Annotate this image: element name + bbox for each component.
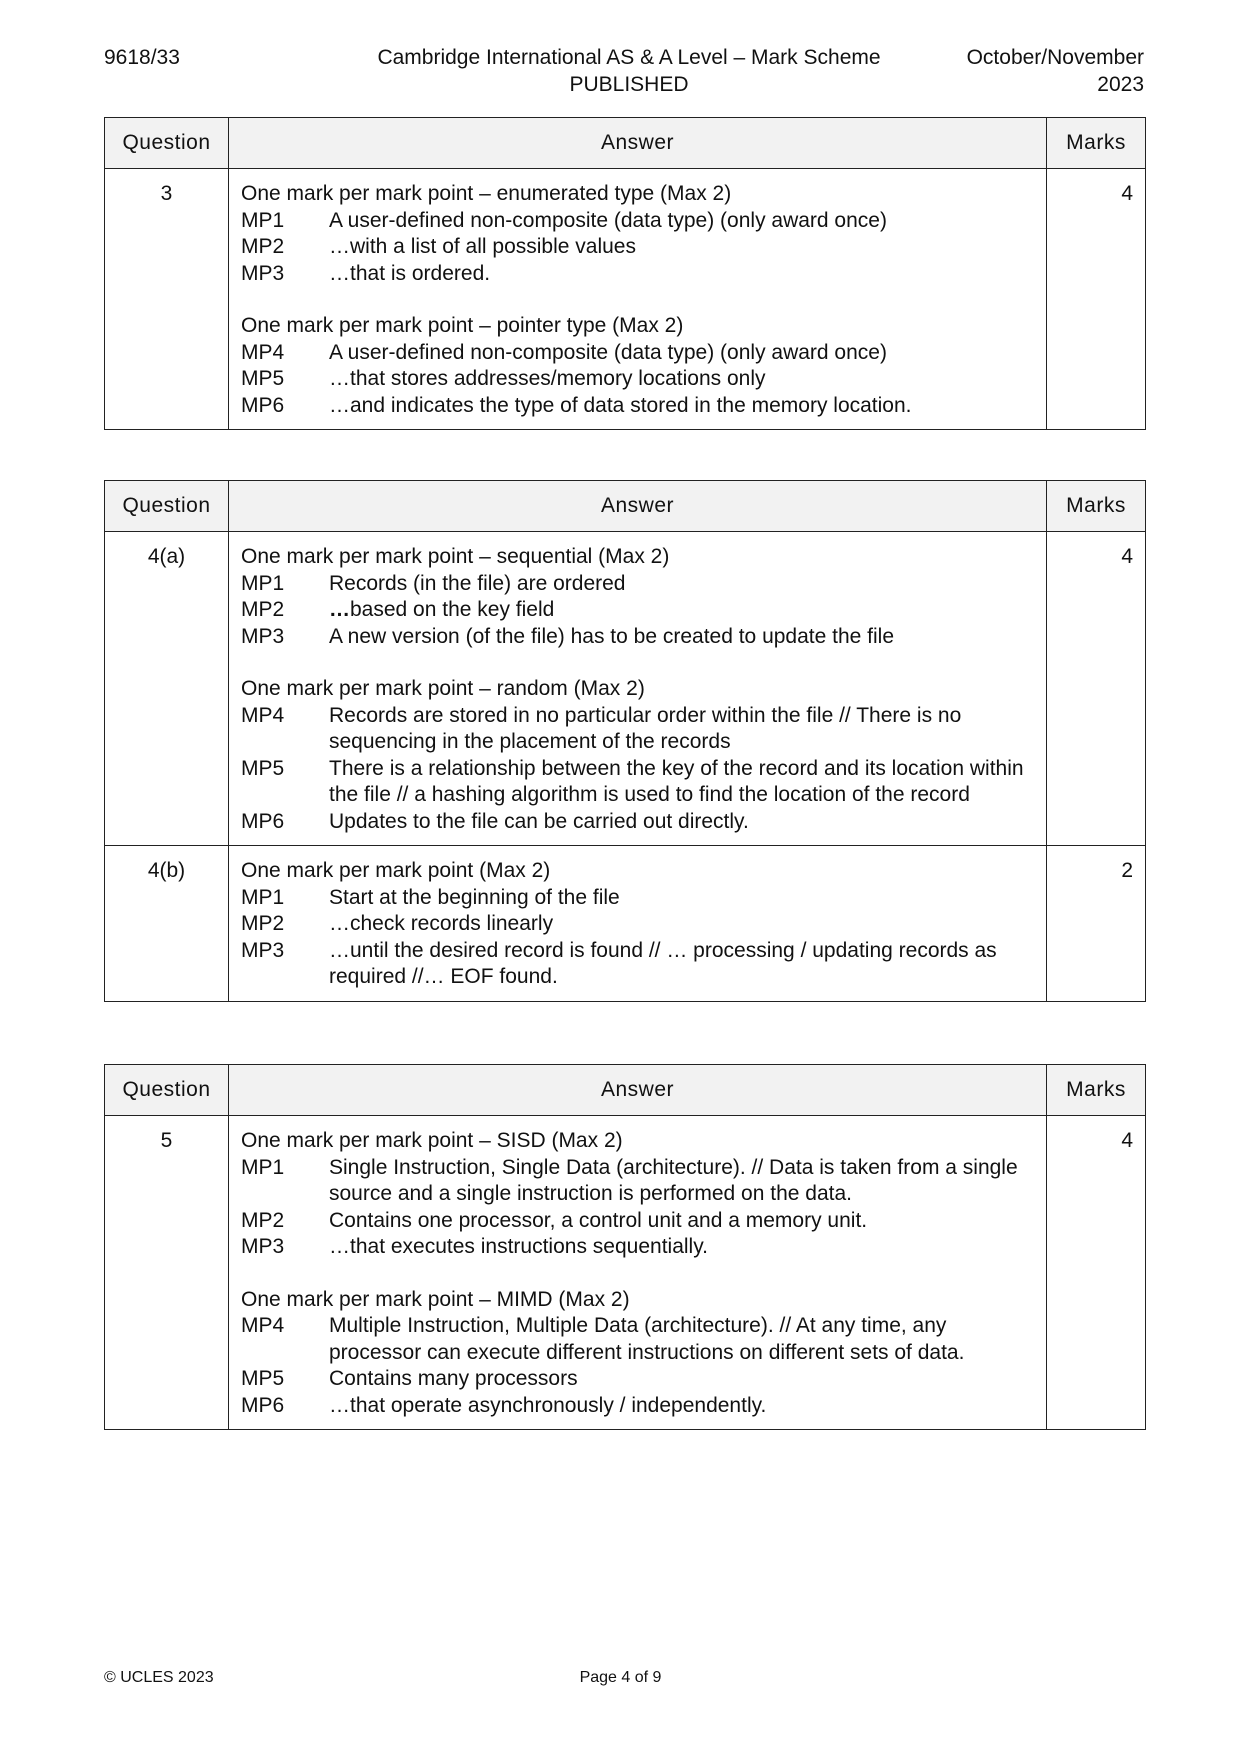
mark-point-text: A new version (of the file) has to be created to update the file (329, 624, 895, 648)
mark-point (241, 1366, 1036, 1393)
mark-group-heading: One mark per mark point (Max 2) (241, 859, 551, 882)
document-status: PUBLISHED (569, 73, 689, 96)
mark-point (241, 885, 1036, 912)
mark-point-text: …until the desired record is found // … processing / updating records as required //… EOF found. (329, 938, 997, 988)
mark-point-code: MP1 (241, 208, 285, 232)
mark-point (241, 366, 1036, 393)
mark-point-text: Contains many processors (329, 1367, 578, 1390)
answer-column-header: Answer (229, 118, 1047, 169)
mark-point-lead: … (329, 598, 350, 621)
mark-point-text: There is a relationship between the key of the record and its location within the file // a hashing algorithm is used to find the location of the record (329, 756, 1024, 806)
copyright-notice: © UCLES 2023 (104, 1669, 214, 1686)
mark-point (241, 1393, 1036, 1420)
mark-group-heading: One mark per mark point – pointer type (Max 2) (241, 314, 684, 337)
answer-cell (229, 1116, 1047, 1430)
mark-point (241, 1155, 1036, 1208)
mark-point-text: based on the key field (350, 598, 555, 621)
mark-point (241, 208, 1036, 235)
mark-group-heading: One mark per mark point – enumerated type (Max 2) (241, 182, 732, 205)
mark-point (241, 340, 1036, 367)
exam-session (967, 44, 1144, 98)
mark-point (241, 624, 1036, 651)
mark-point-text: …check records linearly (329, 912, 554, 935)
mark-point-code: MP1 (241, 571, 285, 595)
question-number: 3 (105, 169, 229, 430)
mark-point-code: MP5 (241, 367, 285, 390)
document-title: Cambridge International AS & A Level – Mark Scheme (377, 46, 881, 69)
page-header (104, 44, 1144, 100)
mark-point-text-wrap (329, 597, 1036, 624)
marks-column-header: Marks (1047, 118, 1146, 169)
mark-point-text: Records (in the file) are ordered (329, 571, 626, 595)
question-number: 4(b) (105, 846, 229, 1002)
mark-point-code: MP2 (241, 912, 285, 935)
answer-cell (229, 169, 1047, 430)
mark-group (241, 676, 1036, 835)
mark-group-heading: One mark per mark point – sequential (Max 2) (241, 545, 670, 568)
mark-point-code: MP3 (241, 624, 285, 648)
question-column-header: Question (105, 481, 229, 532)
mark-point-text: …that operate asynchronously / independently. (329, 1393, 767, 1417)
syllabus-code: 9618/33 (104, 46, 180, 69)
answer-cell (229, 846, 1047, 1002)
mark-point (241, 261, 1036, 288)
mark-point (241, 756, 1036, 809)
exam-session-year: 2023 (1097, 73, 1144, 96)
marks-value: 2 (1047, 846, 1146, 1002)
answer-column-header: Answer (229, 481, 1047, 532)
mark-point-text: Records are stored in no particular order within the file // There is no sequencing in the placement of the records (329, 703, 962, 753)
mark-point-code: MP2 (241, 598, 285, 621)
mark-group (241, 313, 1036, 419)
mark-point-text: Single Instruction, Single Data (architecture). // Data is taken from a single source and a single instruction is performed on the data. (329, 1155, 1018, 1205)
question-number: 4(a) (105, 532, 229, 846)
mark-point-code: MP5 (241, 756, 285, 780)
mark-point (241, 1208, 1036, 1235)
mark-point (241, 1313, 1036, 1366)
mark-point-code: MP5 (241, 1367, 285, 1390)
mark-point (241, 597, 1036, 624)
mark-point (241, 938, 1036, 991)
mark-group (241, 858, 1036, 991)
document-title-block (304, 44, 954, 98)
mark-point (241, 703, 1036, 756)
mark-group (241, 1128, 1036, 1261)
mark-point (241, 809, 1036, 836)
mark-scheme-table-q4 (104, 480, 1146, 1002)
mark-point-code: MP3 (241, 261, 285, 285)
exam-session-months: October/November (966, 46, 1144, 69)
mark-point-text: Contains one processor, a control unit and a memory unit. (329, 1208, 868, 1232)
mark-point-code: MP1 (241, 885, 285, 909)
mark-point (241, 393, 1036, 420)
mark-point (241, 1234, 1036, 1261)
table-header-row (105, 118, 1146, 169)
mark-point-text: …that executes instructions sequentially. (329, 1235, 708, 1258)
mark-point-text: …that stores addresses/memory locations only (329, 367, 766, 390)
marks-value: 4 (1047, 532, 1146, 846)
mark-point-code: MP3 (241, 938, 285, 962)
mark-scheme-table-q3 (104, 117, 1146, 430)
question-column-header: Question (105, 118, 229, 169)
table-header-row (105, 481, 1146, 532)
marks-value: 4 (1047, 1116, 1146, 1430)
mark-group (241, 181, 1036, 287)
mark-point (241, 571, 1036, 598)
mark-point (241, 234, 1036, 261)
mark-group (241, 544, 1036, 650)
mark-group-heading: One mark per mark point – MIMD (Max 2) (241, 1287, 630, 1311)
table-row (105, 846, 1146, 1002)
mark-point-code: MP3 (241, 1235, 285, 1258)
mark-point-code: MP2 (241, 235, 285, 258)
question-column-header: Question (105, 1065, 229, 1116)
mark-point-text: Start at the beginning of the file (329, 885, 620, 909)
mark-point-code: MP4 (241, 703, 285, 727)
mark-point (241, 911, 1036, 938)
page-number: Page 4 of 9 (579, 1669, 662, 1686)
mark-point-text: Updates to the file can be carried out directly. (329, 809, 749, 833)
mark-point-code: MP2 (241, 1208, 285, 1232)
mark-point-text: A user-defined non-composite (data type) (only award once) (329, 208, 887, 232)
table-row (105, 1116, 1146, 1430)
mark-point-code: MP6 (241, 393, 285, 417)
answer-column-header: Answer (229, 1065, 1047, 1116)
table-row (105, 169, 1146, 430)
marks-column-header: Marks (1047, 1065, 1146, 1116)
table-header-row (105, 1065, 1146, 1116)
table-row (105, 532, 1146, 846)
marks-value: 4 (1047, 169, 1146, 430)
mark-point-text: Multiple Instruction, Multiple Data (architecture). // At any time, any processor can execute different instructions on different sets of data. (329, 1314, 965, 1364)
mark-point-code: MP4 (241, 1314, 285, 1337)
mark-point-code: MP1 (241, 1155, 285, 1179)
mark-group-heading: One mark per mark point – SISD (Max 2) (241, 1129, 623, 1152)
answer-cell (229, 532, 1047, 846)
mark-point-text: …that is ordered. (329, 261, 491, 285)
mark-point-code: MP6 (241, 1393, 285, 1417)
mark-point-code: MP4 (241, 340, 285, 364)
question-number: 5 (105, 1116, 229, 1430)
mark-scheme-table-q5 (104, 1064, 1146, 1430)
mark-point-code: MP6 (241, 809, 285, 833)
mark-point-text: …and indicates the type of data stored in the memory location. (329, 393, 912, 417)
mark-point-text: …with a list of all possible values (329, 235, 636, 258)
mark-point-text: A user-defined non-composite (data type) (only award once) (329, 340, 887, 364)
mark-group-heading: One mark per mark point – random (Max 2) (241, 677, 645, 700)
mark-group (241, 1287, 1036, 1420)
marks-column-header: Marks (1047, 481, 1146, 532)
